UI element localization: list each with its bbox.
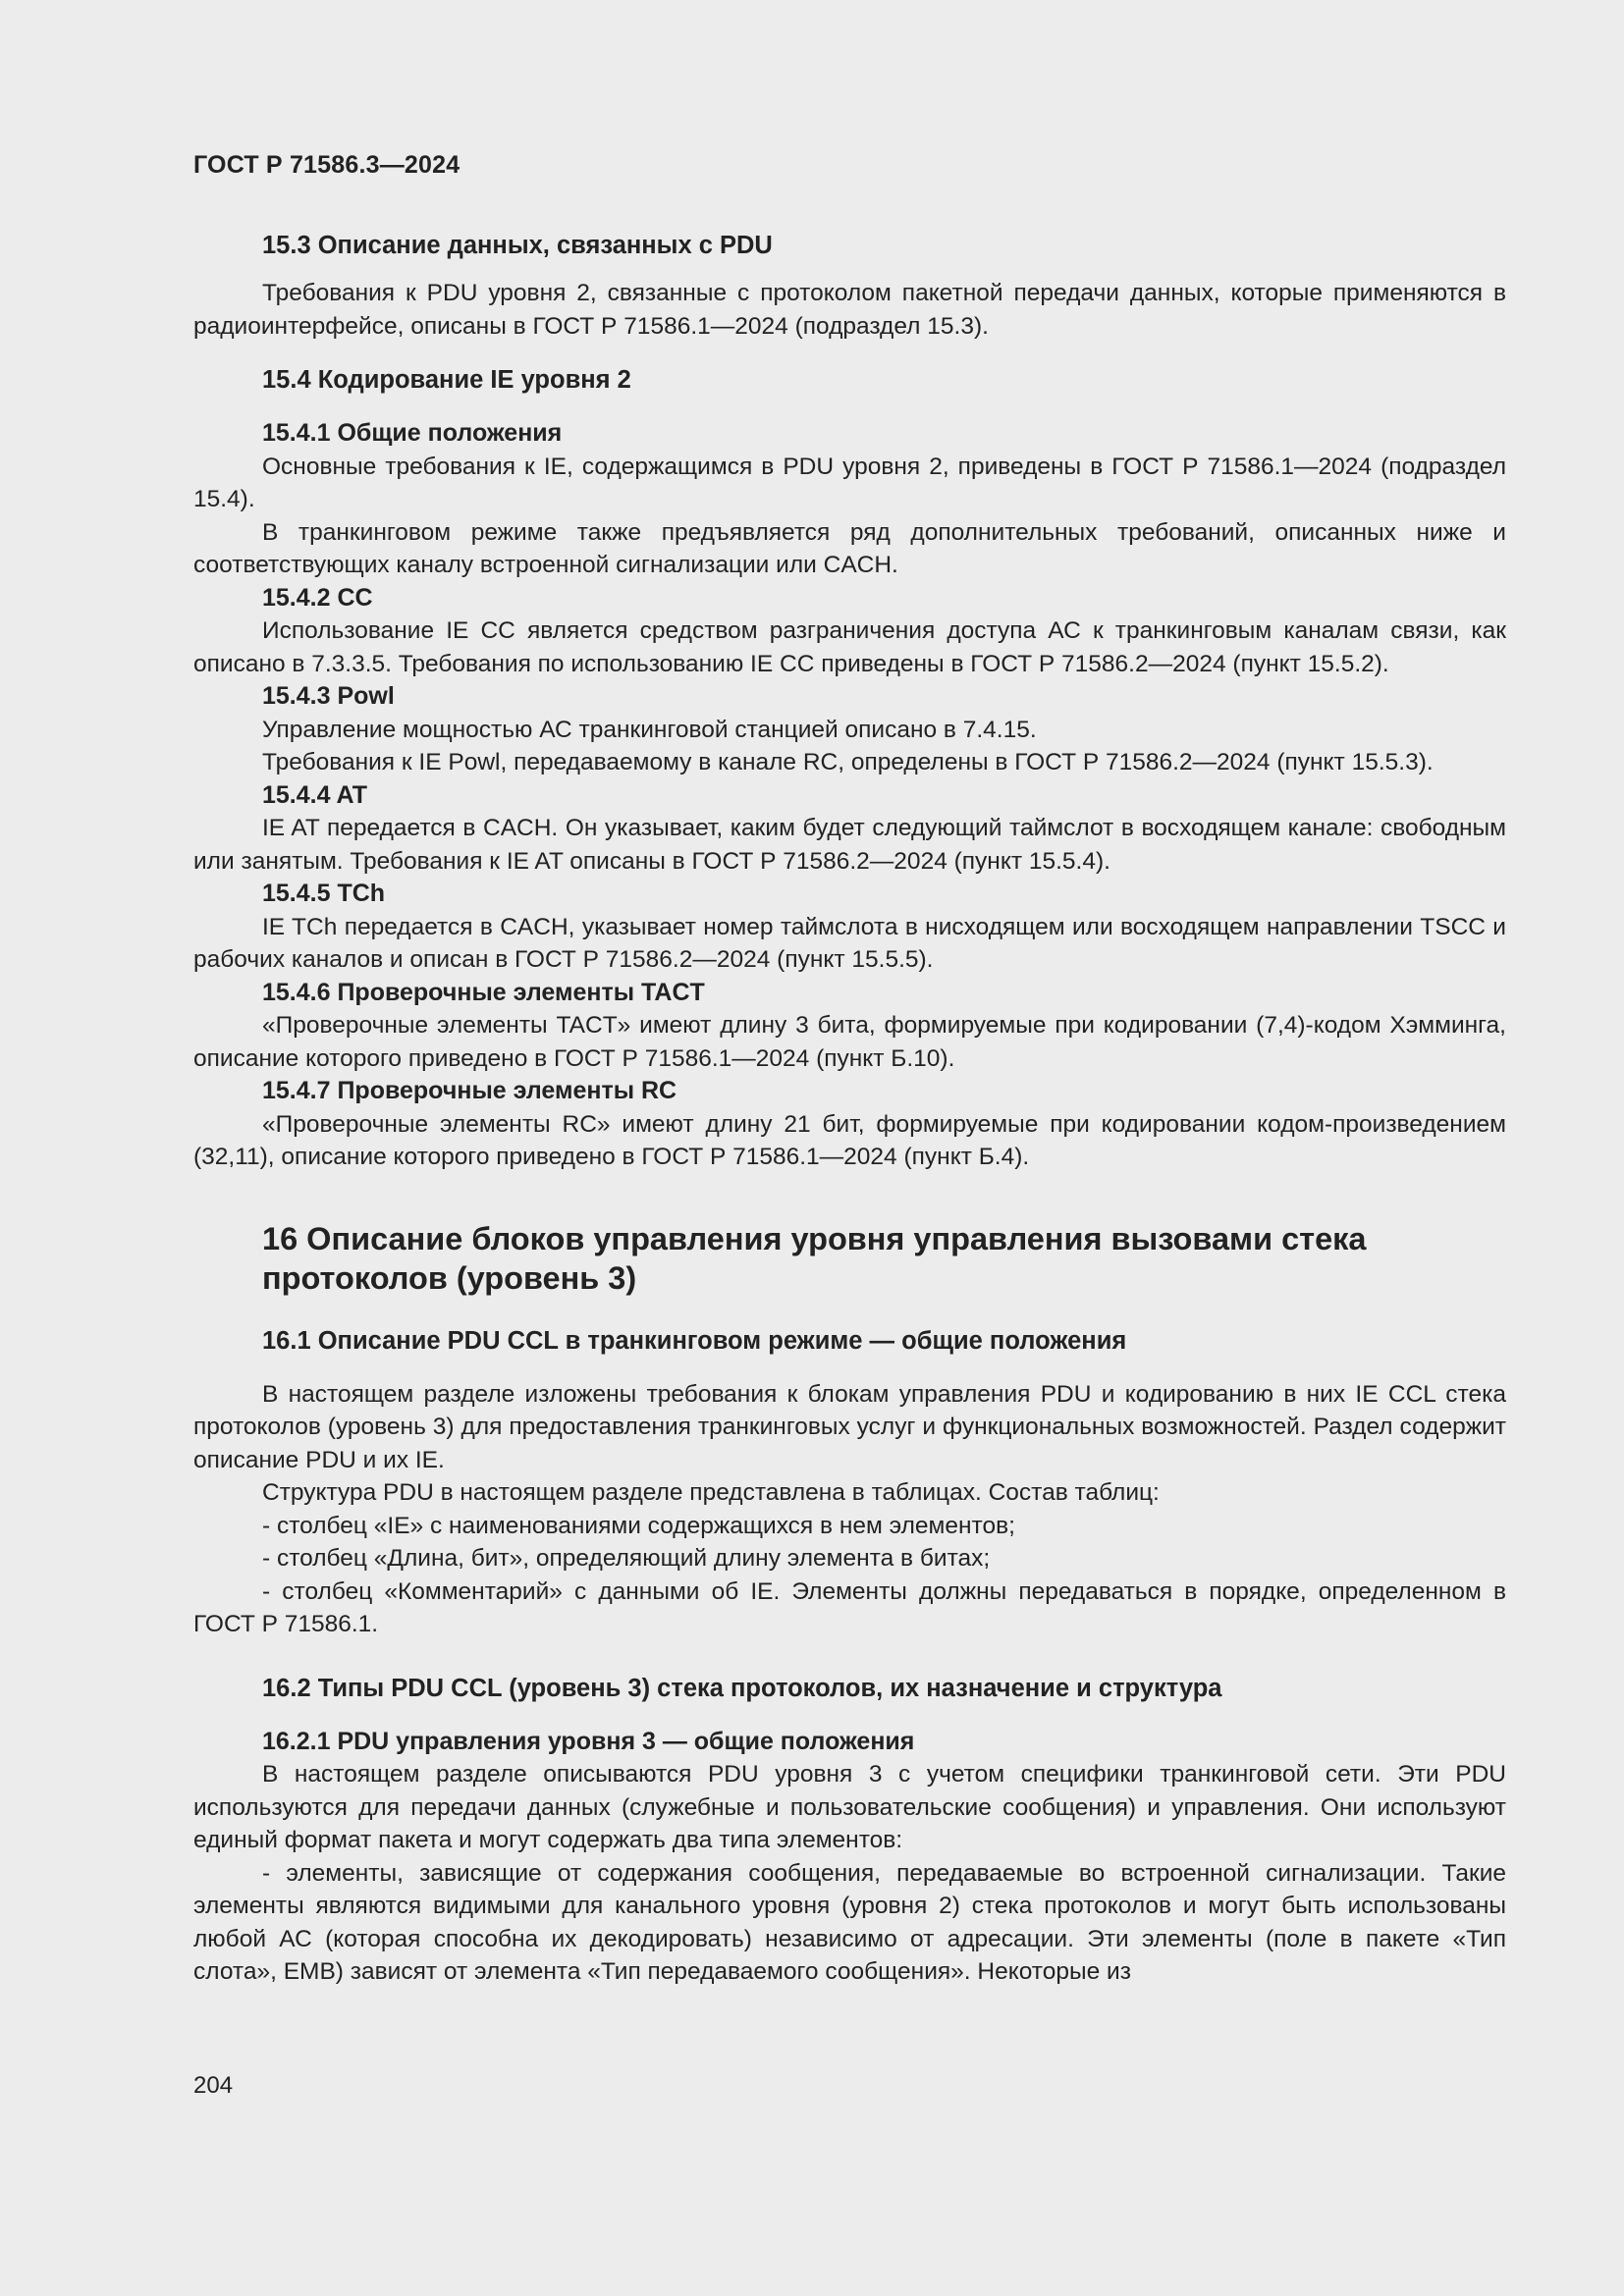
section-16-1-title: 16.1 Описание PDU CCL в транкинговом режиме — общие положения	[262, 1326, 1127, 1355]
subsection-15-4-5-title: 15.4.5 TCh	[262, 880, 386, 907]
section-16-title: 16 Описание блоков управления уровня управления вызовами стека протоколов (уровень 3)	[262, 1220, 1367, 1296]
subsection-15-4-1-title: 15.4.1 Общие положения	[262, 419, 563, 447]
subsection-15-4-3-title: 15.4.3 Powl	[262, 682, 395, 710]
list-item: - столбец «Комментарий» с данными об IE. Элементы должны передаваться в порядке, определенном в ГОСТ Р 71586.1.	[193, 1577, 1506, 1637]
paragraph: Структура PDU в настоящем разделе представлена в таблицах. Состав таблиц:	[262, 1479, 1160, 1506]
page-number: 204	[193, 2072, 234, 2099]
subsection-16-2-1-title: 16.2.1 PDU управления уровня 3 — общие положения	[262, 1727, 915, 1755]
paragraph: Основные требования к IE, содержащимся в PDU уровня 2, приведены в ГОСТ Р 71586.1—2024 (подраздел 15.4).	[193, 453, 1506, 512]
list-item: - столбец «Длина, бит», определяющий длину элемента в битах;	[262, 1545, 991, 1572]
list-item: - столбец «IE» с наименованиями содержащихся в нем элементов;	[262, 1512, 1015, 1539]
section-16-2-title: 16.2 Типы PDU CCL (уровень 3) стека протоколов, их назначение и структура	[262, 1674, 1222, 1702]
paragraph: В настоящем разделе описываются PDU уровня 3 с учетом специфики транкинговой сети. Эти PDU используются для передачи данных (служебные и пользовательские сообщения) и управления. Они используют единый формат пакета и могут содержать два типа элементов:	[193, 1761, 1506, 1853]
paragraph: «Проверочные элементы TACT» имеют длину 3 бита, формируемые при кодировании (7,4)-кодом Хэмминга, описание которого приведено в ГОСТ Р 71586.1—2024 (пункт Б.10).	[193, 1012, 1506, 1072]
subsection-15-4-2-title: 15.4.2 CC	[262, 583, 373, 612]
paragraph: В транкинговом режиме также предъявляется ряд дополнительных требований, описанных ниже и соответствующих каналу встроенной сигнализации или CACH.	[193, 518, 1506, 578]
paragraph: IE TCh передается в CACH, указывает номер таймслота в нисходящем или восходящем направлении TSCC и рабочих каналов и описан в ГОСТ Р 71586.2—2024 (пункт 15.5.5).	[193, 913, 1506, 973]
paragraph: Управление мощностью АС транкинговой станцией описано в 7.4.15.	[262, 716, 1037, 743]
subsection-15-4-6-title: 15.4.6 Проверочные элементы TACT	[262, 978, 705, 1006]
document-header: ГОСТ Р 71586.3—2024	[193, 151, 460, 179]
paragraph: «Проверочные элементы RC» имеют длину 21 бит, формируемые при кодировании кодом-произведением (32,11), описание которого приведено в ГОСТ Р 71586.1—2024 (пункт Б.4).	[193, 1110, 1506, 1170]
paragraph: IE AT передается в CACH. Он указывает, каким будет следующий таймслот в восходящем канале: свободным или занятым. Требования к IE AT описаны в ГОСТ Р 71586.2—2024 (пункт 15.5.4).	[193, 815, 1506, 875]
subsection-15-4-4-title: 15.4.4 AT	[262, 780, 367, 809]
document-body	[193, 228, 1506, 1989]
section-15-3-title: 15.3 Описание данных, связанных с PDU	[262, 232, 773, 259]
list-item: - элементы, зависящие от содержания сообщения, передаваемые во встроенной сигнализации. Такие элементы являются видимыми для канального уровня (уровня 2) стека протоколов и могут быть использованы любой АС (которая способна их декодировать) независимо от адресации. Эти элементы (поле в пакете «Тип слота», EMB) зависят от элемента «Тип передаваемого сообщения». Некоторые из	[193, 1859, 1506, 1985]
section-15-4-title: 15.4 Кодирование IE уровня 2	[262, 366, 631, 394]
paragraph: Использование IE CC является средством разграничения доступа АС к транкинговым каналам связи, как описано в 7.3.3.5. Требования по использованию IE CC приведены в ГОСТ Р 71586.2—2024 (пункт 15.5.2).	[193, 617, 1506, 677]
paragraph: Требования к PDU уровня 2, связанные с протоколом пакетной передачи данных, которые применяются в радиоинтерфейсе, описаны в ГОСТ Р 71586.1—2024 (подраздел 15.3).	[193, 280, 1506, 340]
subsection-15-4-7-title: 15.4.7 Проверочные элементы RC	[262, 1077, 677, 1104]
paragraph: В настоящем разделе изложены требования к блокам управления PDU и кодированию в них IE CCL стека протоколов (уровень 3) для предоставления транкинговых услуг и функциональных возможностей. Раздел содержит описание PDU и их IE.	[193, 1380, 1506, 1473]
paragraph: Требования к IE Powl, передаваемому в канале RC, определены в ГОСТ Р 71586.2—2024 (пункт 15.5.3).	[262, 749, 1434, 775]
